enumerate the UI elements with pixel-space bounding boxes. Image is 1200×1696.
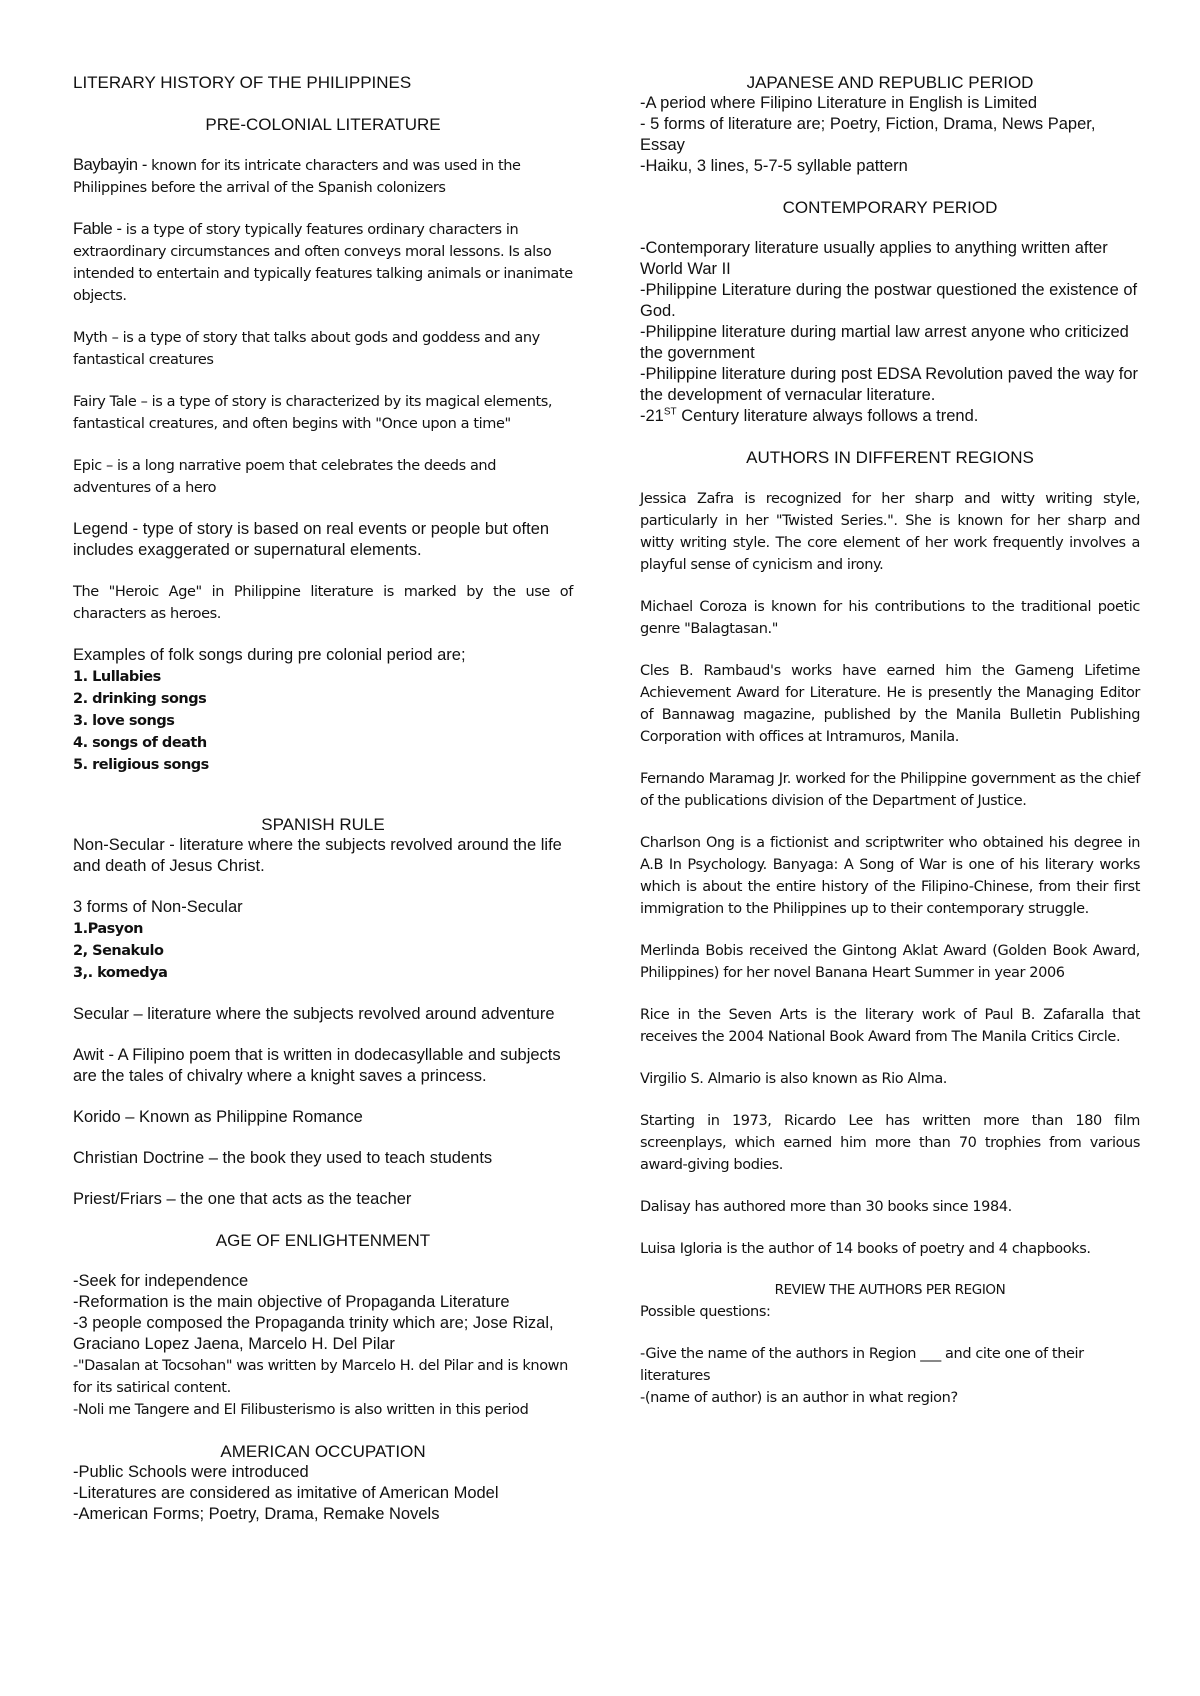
baybayin-sep: - — [137, 156, 152, 174]
author-entry: Cles B. Rambaud's works have earned him the Gameng Lifetime Achievement Award for Literature. He is presently the Managing Editor of Bannawag magazine, published by the Manila Bulletin Publishing Corporation with offices at Intramuros, Manila. — [640, 663, 1140, 745]
myth-entry: Myth – is a type of story that talks about gods and goddess and any fantastical creatures — [73, 330, 540, 368]
priest-entry: Priest/Friars – the one that acts as the teacher — [73, 1190, 412, 1208]
fable-term: Fable — [73, 220, 113, 238]
american-line: -Literatures are considered as imitative of American Model — [73, 1484, 499, 1502]
author-entry: Luisa Igloria is the author of 14 books of poetry and 4 chapbooks. — [640, 1241, 1091, 1257]
list-item: 1. Lullabies — [73, 669, 161, 685]
author-entry: Virgilio S. Almario is also known as Rio Alma. — [640, 1071, 948, 1087]
baybayin-entry — [73, 155, 573, 199]
non-secular-entry: Non-Secular - literature where the subjects revolved around the life and death of Jesus Christ. — [73, 836, 562, 875]
fairy-tale-entry: Fairy Tale – is a type of story is characterized by its magical elements, fantastical creatures, and often begins with "Once upon a time" — [73, 394, 553, 432]
left-column — [73, 72, 573, 1525]
list-item: 3,. komedya — [73, 965, 168, 981]
right-column — [640, 72, 1140, 1409]
heroic-age-entry: The "Heroic Age" in Philippine literature is marked by the use of characters as heroes. — [73, 584, 573, 622]
enlightenment-line: -Reformation is the main objective of Propaganda Literature — [73, 1293, 510, 1311]
folk-songs-list — [73, 666, 573, 776]
list-item: 4. songs of death — [73, 735, 207, 751]
precolonial-heading: PRE-COLONIAL LITERATURE — [205, 115, 441, 134]
awit-entry: Awit - A Filipino poem that is written in dodecasyllable and subjects are the tales of chivalry where a knight saves a princess. — [73, 1046, 561, 1085]
doctrine-entry: Christian Doctrine – the book they used to teach students — [73, 1149, 493, 1167]
folk-songs-intro: Examples of folk songs during pre colonial period are; — [73, 646, 466, 664]
list-item: 3. love songs — [73, 713, 175, 729]
list-item: 2, Senakulo — [73, 943, 164, 959]
document-title: LITERARY HISTORY OF THE PHILIPPINES — [73, 73, 412, 92]
enlightenment-line: -3 people composed the Propaganda trinity which are; Jose Rizal, Graciano Lopez Jaena, Marcelo H. Del Pilar — [73, 1314, 554, 1353]
author-entry: Merlinda Bobis received the Gintong Aklat Award (Golden Book Award, Philippines) for her novel Banana Heart Summer in year 2006 — [640, 943, 1140, 981]
list-item: 5. religious songs — [73, 757, 209, 773]
fable-sep: - — [112, 220, 126, 238]
baybayin-term: Baybayin — [73, 156, 138, 174]
contemporary-line-post: Century literature always follows a trend. — [676, 407, 979, 425]
author-entry: Rice in the Seven Arts is the literary work of Paul B. Zafaralla that receives the 2004 National Book Award from The Manila Critics Circle. — [640, 1007, 1140, 1045]
author-entry: Starting in 1973, Ricardo Lee has written more than 180 film screenplays, which earned him more than 70 trophies from various award-giving bodies. — [640, 1113, 1140, 1173]
author-entry: Jessica Zafra is recognized for her sharp and witty writing style, particularly in her "Twisted Series.". She is known for her sharp and witty writing style. The core element of her work frequently involves a playful sense of cynicism and irony. — [640, 491, 1140, 573]
fable-def: is a type of story typically features ordinary characters in extraordinary circumstances and often conveys moral lessons. Is also intended to entertain and typically features talking animals or inanimate objects. — [73, 222, 573, 304]
american-line: -American Forms; Poetry, Drama, Remake Novels — [73, 1505, 440, 1523]
review-question: -Give the name of the authors in Region ___ and cite one of their literatures — [640, 1346, 1084, 1384]
legend-entry: Legend - type of story is based on real events or people but often includes exaggerated or supernatural elements. — [73, 520, 550, 559]
american-line: -Public Schools were introduced — [73, 1463, 309, 1481]
enlightenment-heading: AGE OF ENLIGHTENMENT — [215, 1231, 431, 1250]
list-item: 2. drinking songs — [73, 691, 207, 707]
japanese-heading: JAPANESE AND REPUBLIC PERIOD — [746, 73, 1034, 92]
spanish-heading: SPANISH RULE — [261, 815, 385, 834]
review-question: -(name of author) is an author in what region? — [640, 1390, 958, 1406]
fable-entry — [73, 219, 573, 307]
contemporary-heading: CONTEMPORARY PERIOD — [782, 198, 998, 217]
enlightenment-line: -Seek for independence — [73, 1272, 249, 1290]
japanese-line: -A period where Filipino Literature in English is Limited — [640, 94, 1038, 112]
japanese-line: -Haiku, 3 lines, 5-7-5 syllable pattern — [640, 157, 908, 175]
forms-intro: 3 forms of Non-Secular — [73, 898, 243, 916]
contemporary-line: -Contemporary literature usually applies to anything written after World War II — [640, 239, 1108, 278]
author-entry: Charlson Ong is a fictionist and scriptwriter who obtained his degree in A.B In Psychology. Banyaga: A Song of War is one of his literary works which is about the entire history of the Filipino-Chinese, from their first immigration to the Philippines up to their contemporary struggle. — [640, 835, 1140, 917]
authors-heading: AUTHORS IN DIFFERENT REGIONS — [746, 448, 1034, 467]
contemporary-line: -Philippine literature during post EDSA Revolution paved the way for the development of vernacular literature. — [640, 365, 1139, 404]
contemporary-line — [640, 406, 1140, 427]
korido-entry: Korido – Known as Philippine Romance — [73, 1108, 363, 1126]
list-item: 1.Pasyon — [73, 921, 143, 937]
american-heading: AMERICAN OCCUPATION — [220, 1442, 426, 1461]
secular-entry: Secular – literature where the subjects revolved around adventure — [73, 1005, 555, 1023]
baybayin-def: known for its intricate characters and was used in the Philippines before the arrival of the Spanish colonizers — [73, 158, 521, 196]
author-entry: Fernando Maramag Jr. worked for the Philippine government as the chief of the publications division of the Department of Justice. — [640, 771, 1140, 809]
contemporary-line: -Philippine literature during martial law arrest anyone who criticized the government — [640, 323, 1129, 362]
contemporary-line-pre: -21 — [640, 407, 664, 425]
japanese-line: - 5 forms of literature are; Poetry, Fiction, Drama, News Paper, Essay — [640, 115, 1096, 154]
author-entry: Michael Coroza is known for his contributions to the traditional poetic genre "Balagtasan." — [640, 599, 1140, 637]
non-secular-forms-list — [73, 918, 573, 984]
contemporary-line: -Philippine Literature during the postwar questioned the existence of God. — [640, 281, 1138, 320]
superscript: ST — [663, 406, 677, 418]
review-intro: Possible questions: — [640, 1304, 771, 1320]
author-entry: Dalisay has authored more than 30 books since 1984. — [640, 1199, 1012, 1215]
enlightenment-line: -"Dasalan at Tocsohan" was written by Marcelo H. del Pilar and is known for its satirical content. — [73, 1358, 568, 1396]
enlightenment-line: -Noli me Tangere and El Filibusterismo is also written in this period — [73, 1402, 529, 1418]
review-heading: REVIEW THE AUTHORS PER REGION — [774, 1282, 1006, 1298]
epic-entry: Epic – is a long narrative poem that celebrates the deeds and adventures of a hero — [73, 458, 497, 496]
